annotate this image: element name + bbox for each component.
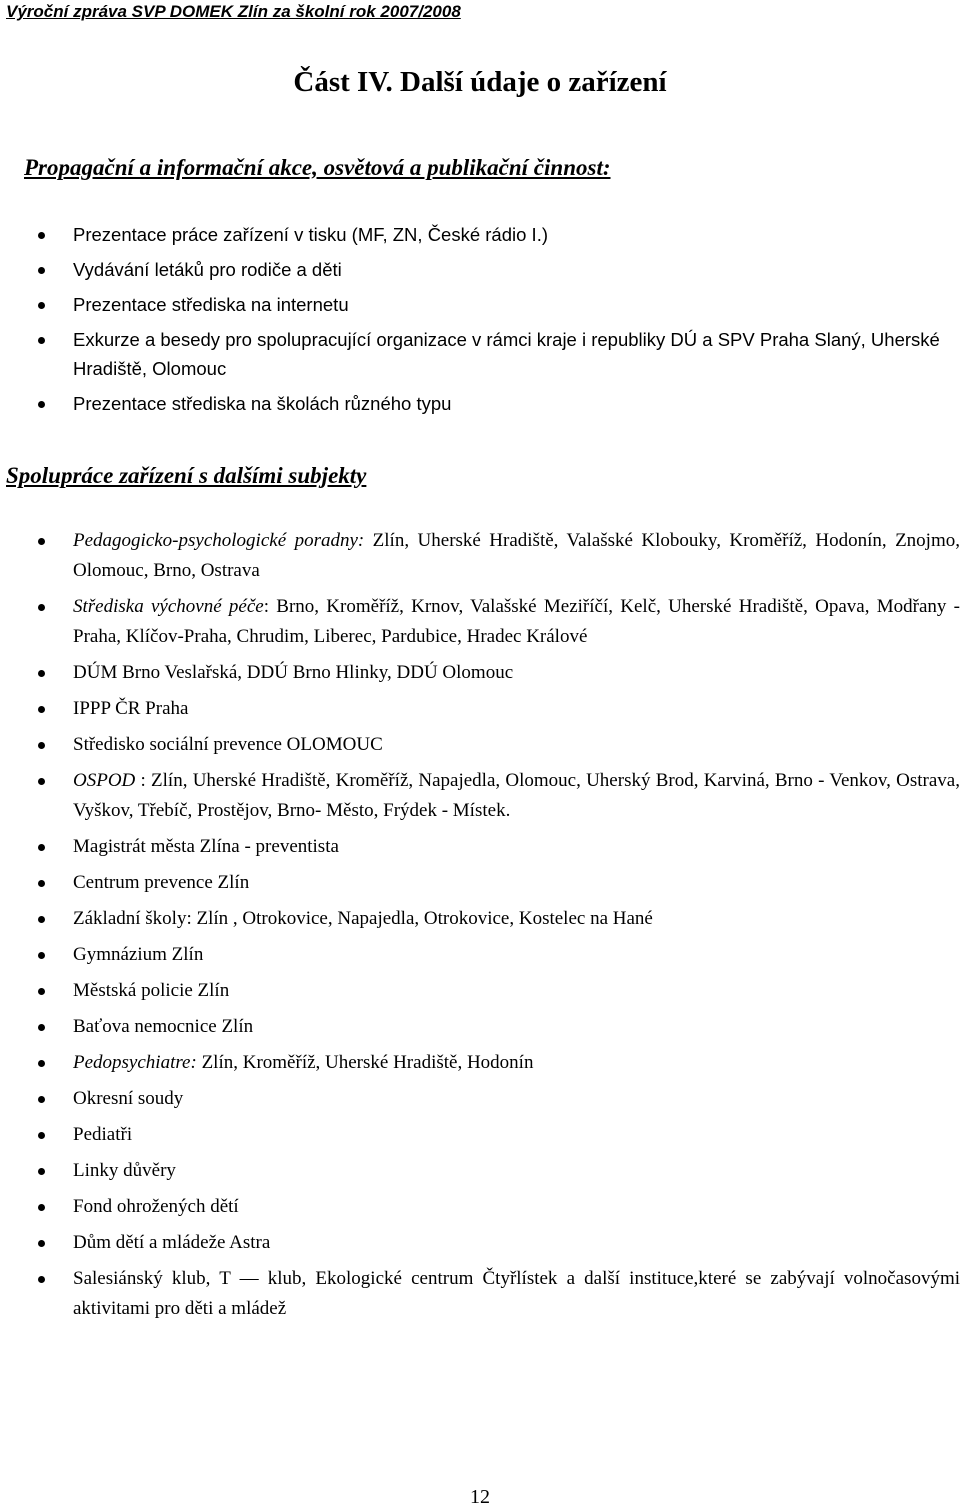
cooperation-list xyxy=(0,526,960,1330)
bullet-icon xyxy=(38,1132,45,1139)
promotion-list xyxy=(0,220,960,424)
bullet-icon xyxy=(38,401,45,408)
bullet-icon xyxy=(38,1060,45,1067)
page-number: 12 xyxy=(470,1486,490,1508)
bullet-icon xyxy=(38,988,45,995)
bullet-icon xyxy=(38,302,45,309)
list-item: Pedopsychiatre: Zlín, Kroměříž, Uherské Hradiště, Hodonín xyxy=(0,1048,960,1078)
list-item: Centrum prevence Zlín xyxy=(0,868,960,898)
bullet-icon xyxy=(38,844,45,851)
bullet-icon xyxy=(38,742,45,749)
bullet-icon xyxy=(38,1168,45,1175)
bullet-icon xyxy=(38,778,45,785)
document-header: Výroční zpráva SVP DOMEK Zlín za školní rok 2007/2008 xyxy=(6,2,461,21)
list-item: Prezentace střediska na internetu xyxy=(0,290,960,319)
list-item: Pedagogicko-psychologické poradny: Zlín, Uherské Hradiště, Valašské Klobouky, Kroměříž, Hodonín, Znojmo, Olomouc, Brno, Ostrava xyxy=(0,526,960,586)
list-item: DÚM Brno Veslařská, DDÚ Brno Hlinky, DDÚ Olomouc xyxy=(0,658,960,688)
page-title: Část IV. Další údaje o zařízení xyxy=(293,66,667,98)
list-item: OSPOD : Zlín, Uherské Hradiště, Kroměříž, Napajedla, Olomouc, Uherský Brod, Karviná, Brno - Venkov, Ostrava, Vyškov, Třebíč, Prostějov, Brno- Město, Frýdek - Místek. xyxy=(0,766,960,826)
list-item: Městská policie Zlín xyxy=(0,976,960,1006)
list-item: Salesiánský klub, T — klub, Ekologické centrum Čtyřlístek a další instituce,které se zabývají volnočasovými aktivitami pro děti a mládež xyxy=(0,1264,960,1324)
bullet-icon xyxy=(38,880,45,887)
bullet-icon xyxy=(38,916,45,923)
list-item: Střediska výchovné péče: Brno, Kroměříž, Krnov, Valašské Meziříčí, Kelč, Uherské Hradiště, Opava, Modřany - Praha, Klíčov-Praha, Chrudim, Liberec, Pardubice, Hradec Králové xyxy=(0,592,960,652)
list-item: Dům dětí a mládeže Astra xyxy=(0,1228,960,1258)
bullet-icon xyxy=(38,267,45,274)
list-item: Středisko sociální prevence OLOMOUC xyxy=(0,730,960,760)
list-item: Prezentace střediska na školách různého typu xyxy=(0,389,960,418)
list-item: Linky důvěry xyxy=(0,1156,960,1186)
list-item: Fond ohrožených dětí xyxy=(0,1192,960,1222)
list-item: IPPP ČR Praha xyxy=(0,694,960,724)
bullet-icon xyxy=(38,337,45,344)
list-item: Baťova nemocnice Zlín xyxy=(0,1012,960,1042)
bullet-icon xyxy=(38,1276,45,1283)
bullet-icon xyxy=(38,232,45,239)
list-item: Magistrát města Zlína - preventista xyxy=(0,832,960,862)
bullet-icon xyxy=(38,1096,45,1103)
list-item: Základní školy: Zlín , Otrokovice, Napajedla, Otrokovice, Kostelec na Hané xyxy=(0,904,960,934)
bullet-icon xyxy=(38,952,45,959)
list-item: Prezentace práce zařízení v tisku (MF, ZN, České rádio I.) xyxy=(0,220,960,249)
bullet-icon xyxy=(38,670,45,677)
list-item: Gymnázium Zlín xyxy=(0,940,960,970)
bullet-icon xyxy=(38,706,45,713)
bullet-icon xyxy=(38,538,45,545)
bullet-icon xyxy=(38,1204,45,1211)
bullet-icon xyxy=(38,1240,45,1247)
list-item: Vydávání letáků pro rodiče a děti xyxy=(0,255,960,284)
section-heading-promotion: Propagační a informační akce, osvětová a publikační činnost: xyxy=(24,155,611,180)
bullet-icon xyxy=(38,604,45,611)
bullet-icon xyxy=(38,1024,45,1031)
list-item: Okresní soudy xyxy=(0,1084,960,1114)
list-item: Pediatři xyxy=(0,1120,960,1150)
section-heading-cooperation: Spolupráce zařízení s dalšími subjekty xyxy=(6,463,367,488)
list-item: Exkurze a besedy pro spolupracující organizace v rámci kraje i republiky DÚ a SPV Praha Slaný, Uherské Hradiště, Olomouc xyxy=(0,325,960,383)
